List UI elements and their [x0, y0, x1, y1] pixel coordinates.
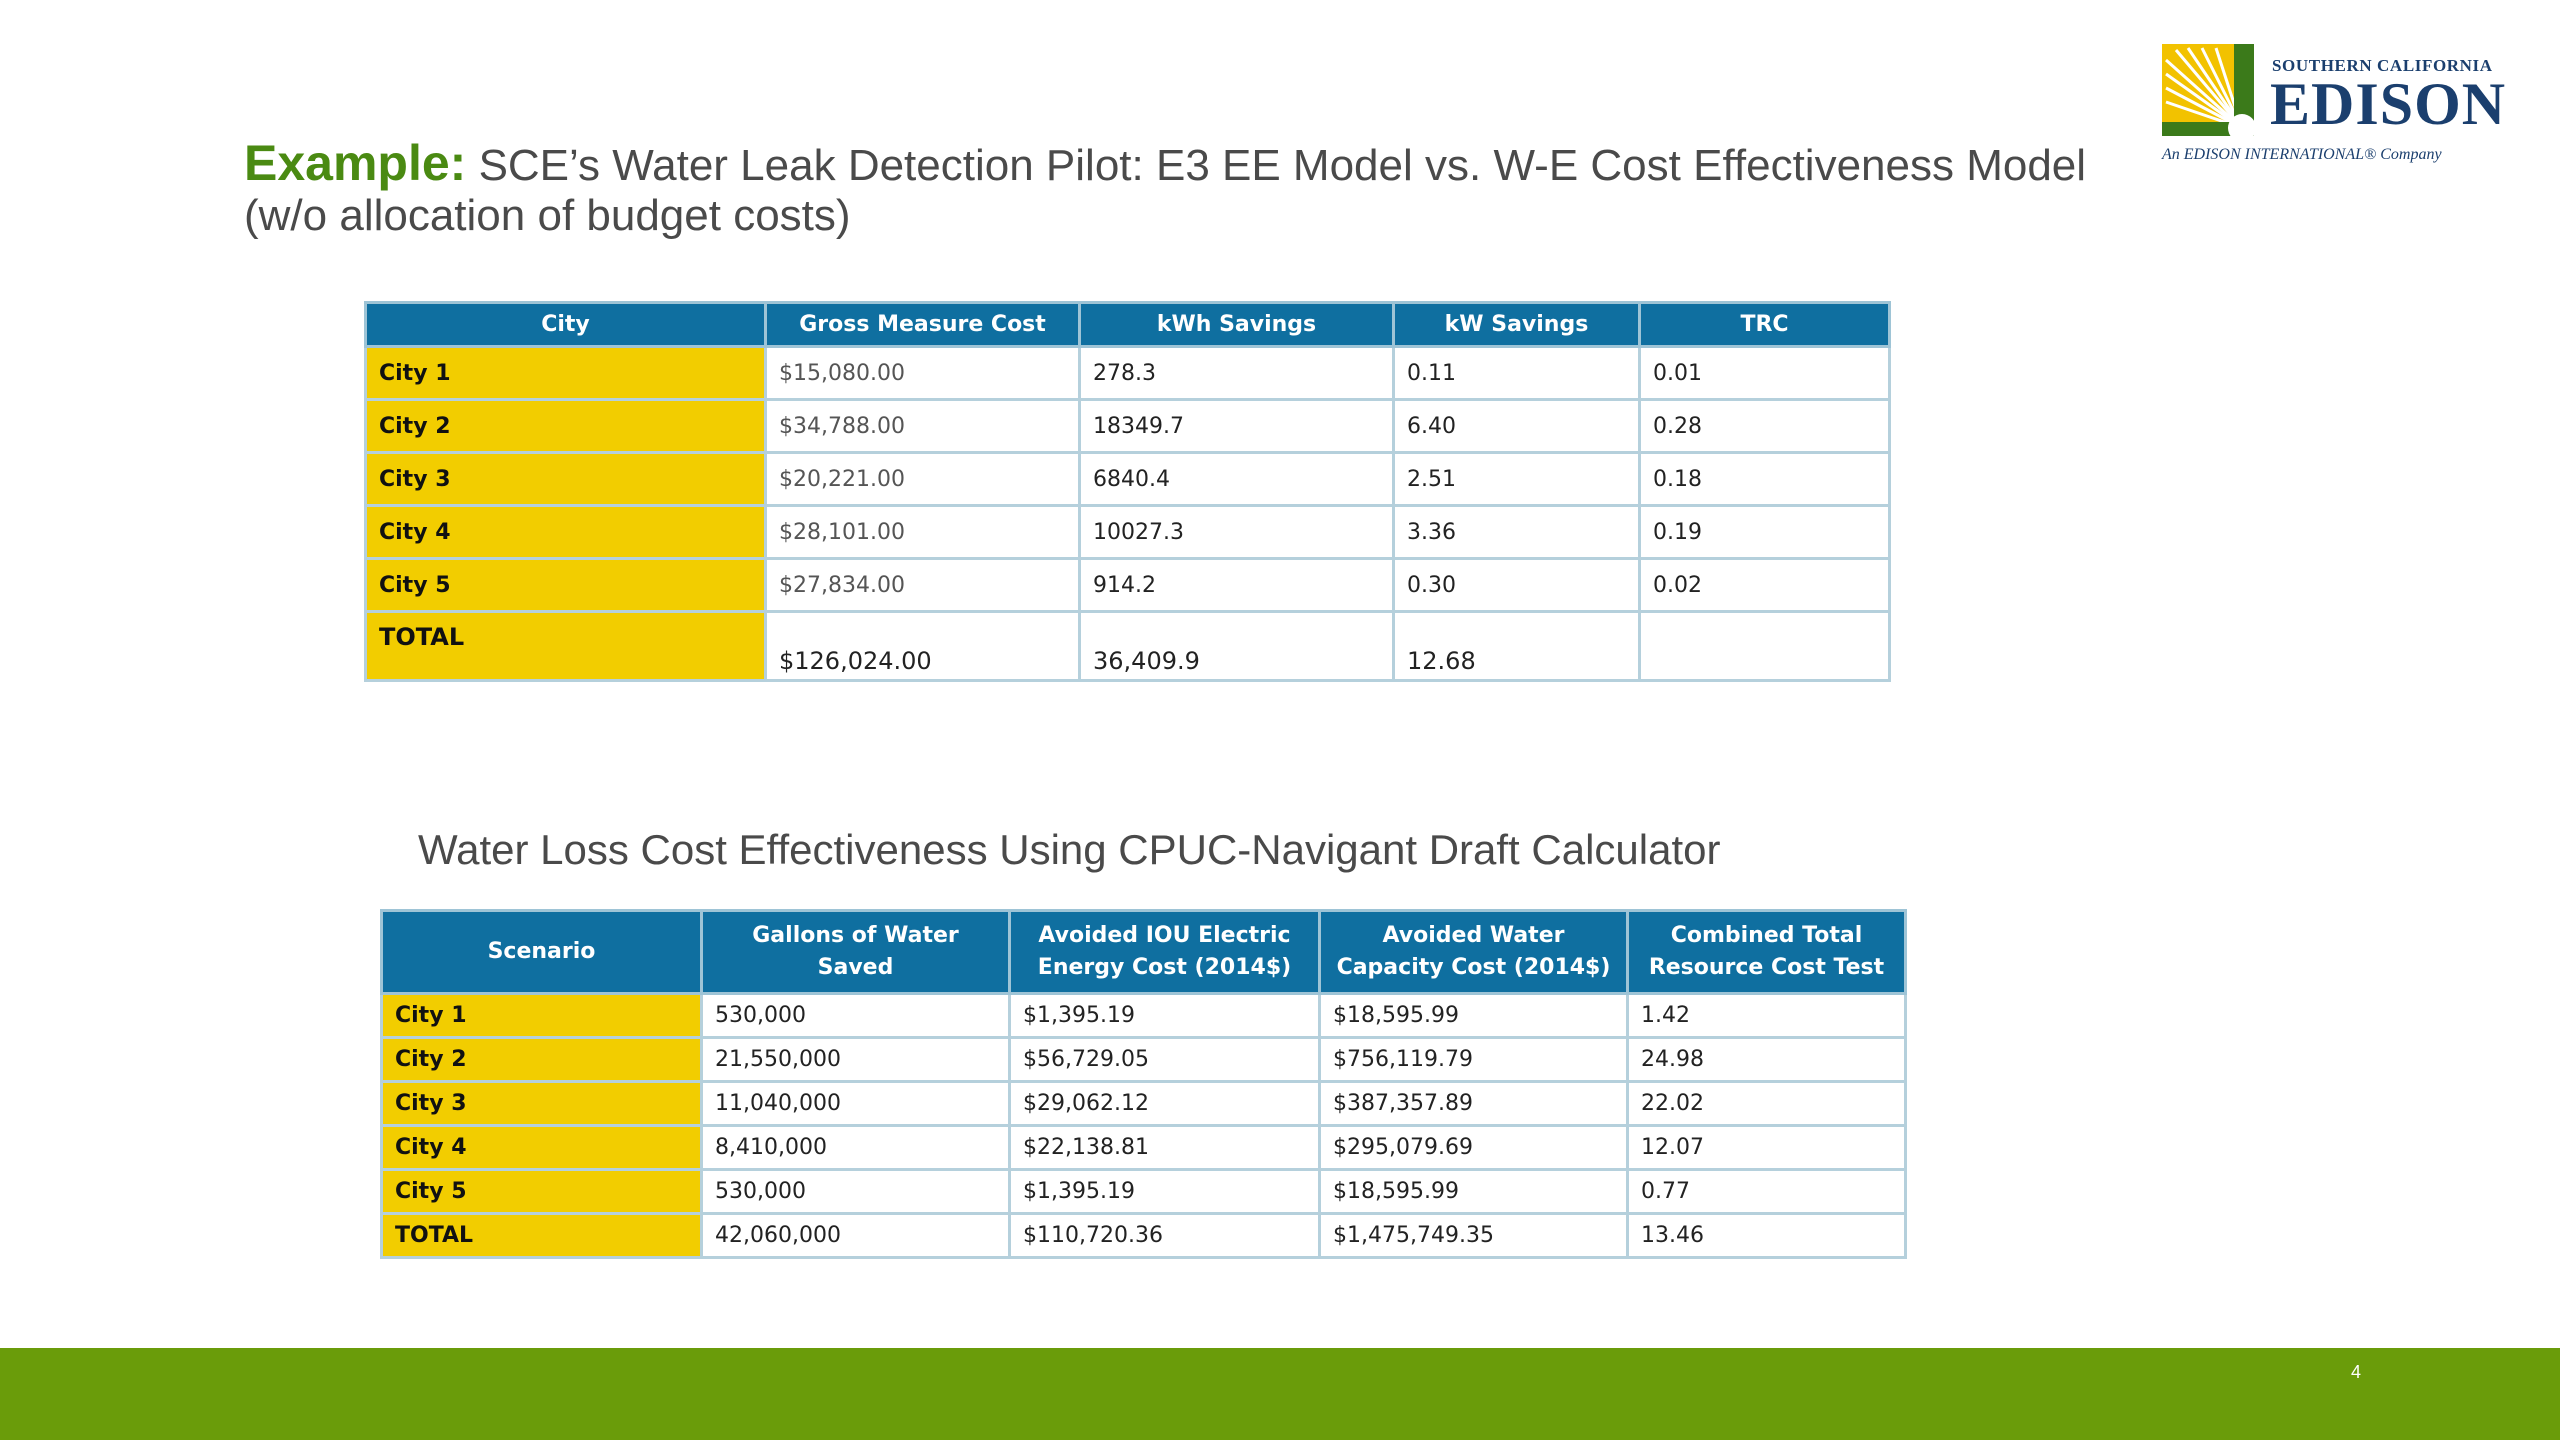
total-row [366, 612, 1890, 681]
total-water-cost: $1,475,749.35 [1320, 1214, 1628, 1258]
trc-cell: 0.19 [1640, 506, 1890, 559]
trc-cell: 1.42 [1628, 994, 1906, 1038]
scenario-cell: City 2 [382, 1038, 702, 1082]
title-text: SCE’s Water Leak Detection Pilot: E3 EE Model vs. W-E Cost Effectiveness Model [478, 141, 2087, 190]
column-header: kW Savings [1394, 303, 1640, 347]
title-lead: Example: [244, 135, 467, 191]
energy-cost-cell: $22,138.81 [1010, 1126, 1320, 1170]
e3-model-table [364, 301, 1891, 682]
column-header: Gallons of Water Saved [702, 911, 1010, 994]
table-header-row [382, 911, 1906, 994]
table-row [382, 1038, 1906, 1082]
city-cell: City 3 [366, 453, 766, 506]
cost-cell: $27,834.00 [766, 559, 1080, 612]
column-header: Avoided IOU Electric Energy Cost (2014$) [1010, 911, 1320, 994]
total-trc [1640, 612, 1890, 681]
slide-title [244, 135, 2144, 241]
trc-cell: 12.07 [1628, 1126, 1906, 1170]
column-header: Combined Total Resource Cost Test [1628, 911, 1906, 994]
city-cell: City 1 [366, 347, 766, 400]
table-row [382, 1170, 1906, 1214]
kwh-cell: 914.2 [1080, 559, 1394, 612]
logo-top-text: SOUTHERN CALIFORNIA [2272, 56, 2493, 75]
water-loss-table [380, 909, 1907, 1259]
water-cost-cell: $18,595.99 [1320, 1170, 1628, 1214]
scenario-cell: City 3 [382, 1082, 702, 1126]
kw-cell: 0.30 [1394, 559, 1640, 612]
total-energy-cost: $110,720.36 [1010, 1214, 1320, 1258]
energy-cost-cell: $1,395.19 [1010, 994, 1320, 1038]
total-kwh: 36,409.9 [1080, 612, 1394, 681]
table-row [382, 1082, 1906, 1126]
table-row [366, 506, 1890, 559]
title-subtitle: (w/o allocation of budget costs) [244, 191, 851, 240]
kwh-cell: 18349.7 [1080, 400, 1394, 453]
cost-cell: $28,101.00 [766, 506, 1080, 559]
trc-cell: 0.28 [1640, 400, 1890, 453]
logo-tagline: An EDISON INTERNATIONAL® Company [2162, 146, 2442, 163]
kw-cell: 6.40 [1394, 400, 1640, 453]
gallons-cell: 21,550,000 [702, 1038, 1010, 1082]
cost-cell: $15,080.00 [766, 347, 1080, 400]
water-cost-cell: $387,357.89 [1320, 1082, 1628, 1126]
gallons-cell: 11,040,000 [702, 1082, 1010, 1126]
trc-cell: 22.02 [1628, 1082, 1906, 1126]
kwh-cell: 278.3 [1080, 347, 1394, 400]
city-cell: City 2 [366, 400, 766, 453]
table-row [382, 994, 1906, 1038]
table-row [366, 453, 1890, 506]
table-header-row [366, 303, 1890, 347]
table-row [366, 400, 1890, 453]
water-cost-cell: $18,595.99 [1320, 994, 1628, 1038]
kw-cell: 3.36 [1394, 506, 1640, 559]
city-cell: City 4 [366, 506, 766, 559]
total-gallons: 42,060,000 [702, 1214, 1010, 1258]
section-title: Water Loss Cost Effectiveness Using CPUC-Navigant Draft Calculator [418, 826, 1721, 873]
total-cost: $126,024.00 [766, 612, 1080, 681]
footer-bar [0, 1348, 2560, 1440]
column-header: Gross Measure Cost [766, 303, 1080, 347]
total-label: TOTAL [366, 612, 766, 681]
gallons-cell: 530,000 [702, 1170, 1010, 1214]
energy-cost-cell: $56,729.05 [1010, 1038, 1320, 1082]
total-label: TOTAL [382, 1214, 702, 1258]
water-cost-cell: $756,119.79 [1320, 1038, 1628, 1082]
logo-name: EDISON [2270, 71, 2507, 137]
total-kw: 12.68 [1394, 612, 1640, 681]
table-row [366, 347, 1890, 400]
column-header: TRC [1640, 303, 1890, 347]
scenario-cell: City 4 [382, 1126, 702, 1170]
page-number: 4 [2350, 1362, 2361, 1382]
cost-cell: $34,788.00 [766, 400, 1080, 453]
kw-cell: 2.51 [1394, 453, 1640, 506]
column-header: City [366, 303, 766, 347]
total-row [382, 1214, 1906, 1258]
sun-rays-icon [2162, 44, 2254, 136]
scenario-cell: City 1 [382, 994, 702, 1038]
trc-cell: 0.18 [1640, 453, 1890, 506]
table-row [382, 1126, 1906, 1170]
edison-logo [2162, 44, 2507, 174]
scenario-cell: City 5 [382, 1170, 702, 1214]
gallons-cell: 8,410,000 [702, 1126, 1010, 1170]
energy-cost-cell: $1,395.19 [1010, 1170, 1320, 1214]
table-row [366, 559, 1890, 612]
column-header: Avoided Water Capacity Cost (2014$) [1320, 911, 1628, 994]
water-cost-cell: $295,079.69 [1320, 1126, 1628, 1170]
trc-cell: 0.02 [1640, 559, 1890, 612]
total-trc: 13.46 [1628, 1214, 1906, 1258]
trc-cell: 0.77 [1628, 1170, 1906, 1214]
trc-cell: 24.98 [1628, 1038, 1906, 1082]
column-header: Scenario [382, 911, 702, 994]
trc-cell: 0.01 [1640, 347, 1890, 400]
city-cell: City 5 [366, 559, 766, 612]
column-header: kWh Savings [1080, 303, 1394, 347]
gallons-cell: 530,000 [702, 994, 1010, 1038]
kwh-cell: 10027.3 [1080, 506, 1394, 559]
kwh-cell: 6840.4 [1080, 453, 1394, 506]
kw-cell: 0.11 [1394, 347, 1640, 400]
cost-cell: $20,221.00 [766, 453, 1080, 506]
energy-cost-cell: $29,062.12 [1010, 1082, 1320, 1126]
